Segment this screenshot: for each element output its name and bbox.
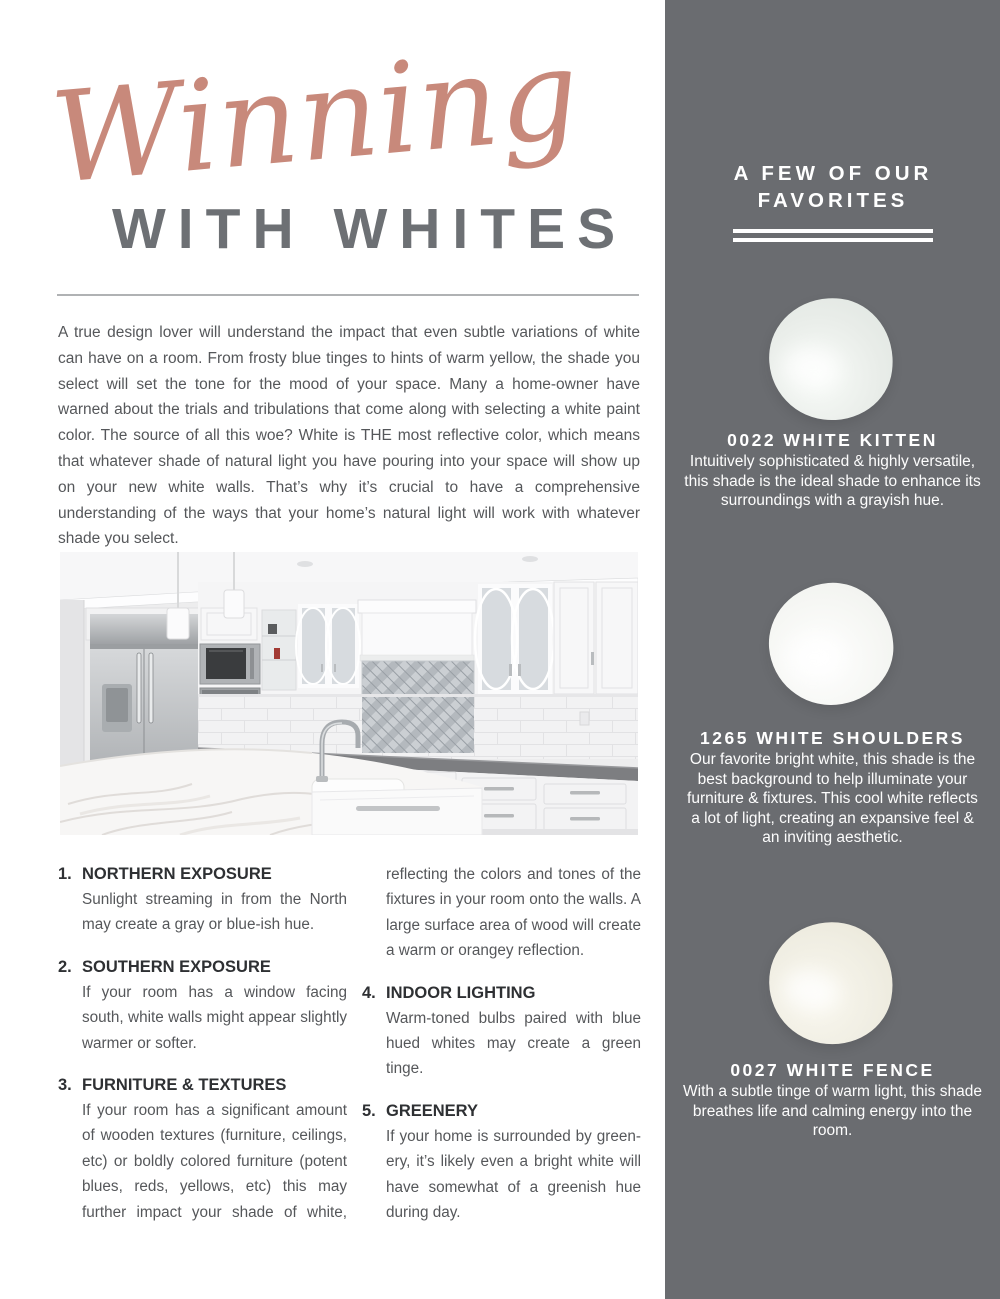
item-heading-row — [362, 981, 641, 1006]
favorites-sidebar — [665, 0, 1000, 1299]
item-heading: NORTHERN EXPOSURE — [82, 865, 272, 883]
item-body: Warm-toned bulbs paired with blue hued whites may create a green tinge. — [386, 1009, 641, 1078]
list-column-right — [362, 862, 641, 1242]
list-item-greenery — [362, 1099, 641, 1226]
kitchen-photo — [60, 552, 638, 835]
item-heading: SOUTHERN EXPOSURE — [82, 957, 271, 976]
item-heading-row — [58, 1073, 347, 1098]
sidebar-heading: A FEW OF OUR FAVORITES — [733, 162, 933, 212]
favorite-description: With a subtle tinge of warm light, this shade breathes life and calming energy into the room. — [683, 1083, 982, 1140]
item-heading: INDOOR LIGHTING — [386, 983, 536, 1002]
item-heading: FURNITURE & TEXTURES — [82, 1076, 287, 1095]
favorite-name: 0027 WHITE FENCE — [730, 1060, 935, 1080]
title-caps: WITH WHITES — [112, 197, 628, 261]
list-item-indoor-lighting — [362, 981, 641, 1082]
item-body: If your room has a significant amount of wooden textures (furniture, ceilings, etc) or boldly colored furniture (potent blues, reds, yellows, etc) this may further impact your shade of white, — [82, 1102, 347, 1221]
item-number: 5. — [362, 1101, 376, 1120]
item-number: 1. — [58, 865, 72, 883]
item-number: 2. — [58, 957, 72, 976]
title-divider-rule — [57, 294, 639, 296]
item-heading-row — [362, 1099, 641, 1124]
favorite-description: Intuitively sophisticated & highly versatile, this shade is the ideal shade to enhance its surroundings with a grayish hue. — [684, 453, 981, 510]
favorite-description: Our favorite bright white, this shade is the best background to help illuminate your furniture & fixtures. This cool white reflects a lot of light, creating an expansive feel & an inviting aesthetic. — [687, 751, 978, 847]
list-item-northern-exposure — [58, 862, 347, 938]
item-number: 3. — [58, 1076, 72, 1095]
item-body: If your home is surrounded by green-ery, it’s likely even a bright white will have somewhat of a greenish hue during day. — [386, 1127, 641, 1222]
item-body: Sunlight streaming in from the North may create a gray or blue-ish hue. — [82, 891, 347, 934]
paint-swatch-white-shoulders — [764, 578, 898, 710]
paint-swatch-white-fence — [759, 912, 902, 1054]
item-number: 4. — [362, 983, 376, 1002]
item-heading-row — [58, 955, 347, 980]
list-item-furniture-textures — [58, 1073, 347, 1225]
favorite-name: 1265 WHITE SHOULDERS — [700, 728, 965, 748]
continuation-paragraph: reflecting the colors and tones of the fixtures in your room onto the walls. A large surface area of wood will create a warm or orangey reflection. — [386, 866, 641, 960]
list-column-left — [58, 862, 347, 1242]
item-body: If your room has a window facing south, white walls might appear slightly warmer or softer. — [82, 983, 347, 1052]
list-item-southern-exposure — [58, 955, 347, 1056]
favorite-name: 0022 WHITE KITTEN — [727, 430, 938, 450]
title-script-text: Winning — [45, 21, 585, 212]
kitchen-photo-svg — [60, 552, 638, 835]
intro-paragraph: A true design lover will understand the impact that even subtle variations of white can have on a room. From frosty blue tinges to hints of warm yellow, the shade you select will set the tone for the mood of your space. Many a home-owner have warned about the trials and tribulations that come along with selecting a white paint color. The source of all this woe? White is THE most reflective color, which means that whatever shade of natural light you have pouring into your space will show up on your new white walls. That’s why it’s crucial to have a comprehensive understanding of the ways that your home’s natural light will work with whatever shade you select. — [58, 324, 640, 548]
double-rule-divider — [733, 229, 933, 242]
paint-swatch-white-kitten — [762, 291, 900, 427]
item-heading: GREENERY — [386, 1101, 478, 1120]
item-heading-row — [58, 862, 347, 887]
